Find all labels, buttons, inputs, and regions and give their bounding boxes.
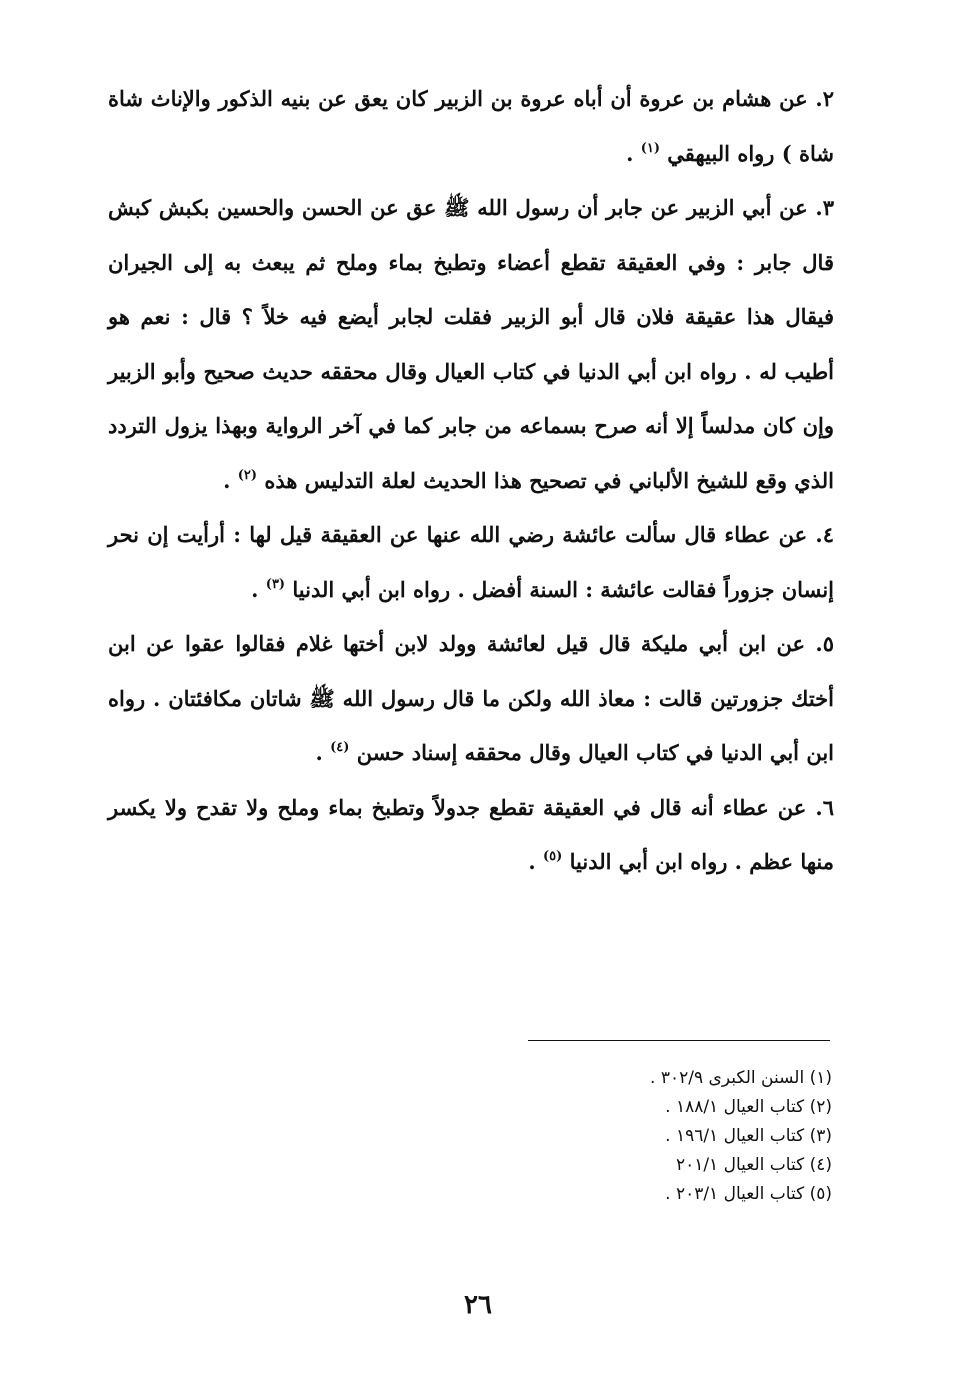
footnote-ref: (١) bbox=[640, 140, 660, 156]
paragraph-text: ٢. عن هشام بن عروة أن أباه عروة بن الزبير كان يعق عن بنيه الذكور والإناث شاة شاة ) رواه البيهقي bbox=[108, 86, 834, 166]
paragraph-text: ٣. عن أبي الزبير عن جابر أن رسول الله ﷺ عق عن الحسن والحسين بكبش كبش قال جابر : وفي العقيقة تقطع أعضاء وتطبخ بماء وملح ثم يبعث به إلى الجيران فيقال هذا عقيقة فلان قال أبو الزبير فقلت لجابر أيضع فيه خلاً ؟ قال : نعم هو أطيب له . رواه ابن أبي الدنيا في كتاب العيال وقال محققه حديث صحيح وأبو الزبير وإن كان مدلساً إلا أنه صرح بسماعه من جابر كما في آخر الرواية وبهذا يزول التردد الذي وقع للشيخ الألباني في تصحيح هذا الحديث لعلة التدليس هذه bbox=[108, 195, 834, 493]
paragraph-text: ٤. عن عطاء قال سألت عائشة رضي الله عنها عن العقيقة قيل لها : أرأيت إن نحر إنسان جزوراً فقالت عائشة : السنة أفضل . رواه ابن أبي الدنيا bbox=[108, 522, 834, 602]
footnote-ref: (٤) bbox=[330, 740, 350, 755]
footnote-5: (٥) كتاب العيال ٢٠٣/١ . bbox=[665, 1184, 832, 1204]
footnote-separator bbox=[528, 1040, 830, 1041]
hadith-paragraph-2 bbox=[108, 72, 834, 181]
body-text bbox=[108, 72, 834, 890]
paragraph-end: . bbox=[626, 140, 641, 166]
hadith-paragraph-5 bbox=[108, 617, 834, 781]
paragraph-end: . bbox=[315, 740, 331, 765]
footnote-ref: (٢) bbox=[237, 467, 258, 483]
footnote-ref: (٥) bbox=[543, 849, 563, 864]
hadith-paragraph-6 bbox=[108, 781, 834, 890]
footnotes bbox=[512, 1064, 832, 1209]
hadith-paragraph-3 bbox=[108, 181, 834, 508]
footnote-ref: (٣) bbox=[265, 576, 286, 592]
paragraph-text: ٦. عن عطاء أنه قال في العقيقة تقطع جدولاً وتطبخ بماء وملح ولا تقدح ولا يكسر منها عظم . رواه ابن أبي الدنيا bbox=[108, 794, 834, 874]
hadith-paragraph-4 bbox=[108, 508, 834, 617]
paragraph-text: ٥. عن ابن أبي مليكة قال قيل لعائشة وولد لابن أختها غلام فقالوا عقوا عن ابن أختك جزورتين قالت : معاذ الله ولكن ما قال رسول الله ﷺ شاتان مكافئتان . رواه ابن أبي الدنيا في كتاب العيال وقال محققه إسناد حسن bbox=[108, 631, 834, 765]
paragraph-end: . bbox=[528, 849, 543, 874]
footnote-3: (٣) كتاب العيال ١٩٦/١ . bbox=[665, 1126, 832, 1146]
footnote-1: (١) السنن الكبرى ٣٠٢/٩ . bbox=[650, 1068, 832, 1088]
paragraph-end: . bbox=[223, 467, 238, 493]
page-number: ٢٦ bbox=[464, 1290, 492, 1320]
paragraph-end: . bbox=[251, 576, 266, 602]
footnote-4: (٤) كتاب العيال ٢٠١/١ bbox=[675, 1155, 832, 1175]
footnote-2: (٢) كتاب العيال ١٨٨/١ . bbox=[665, 1097, 832, 1117]
